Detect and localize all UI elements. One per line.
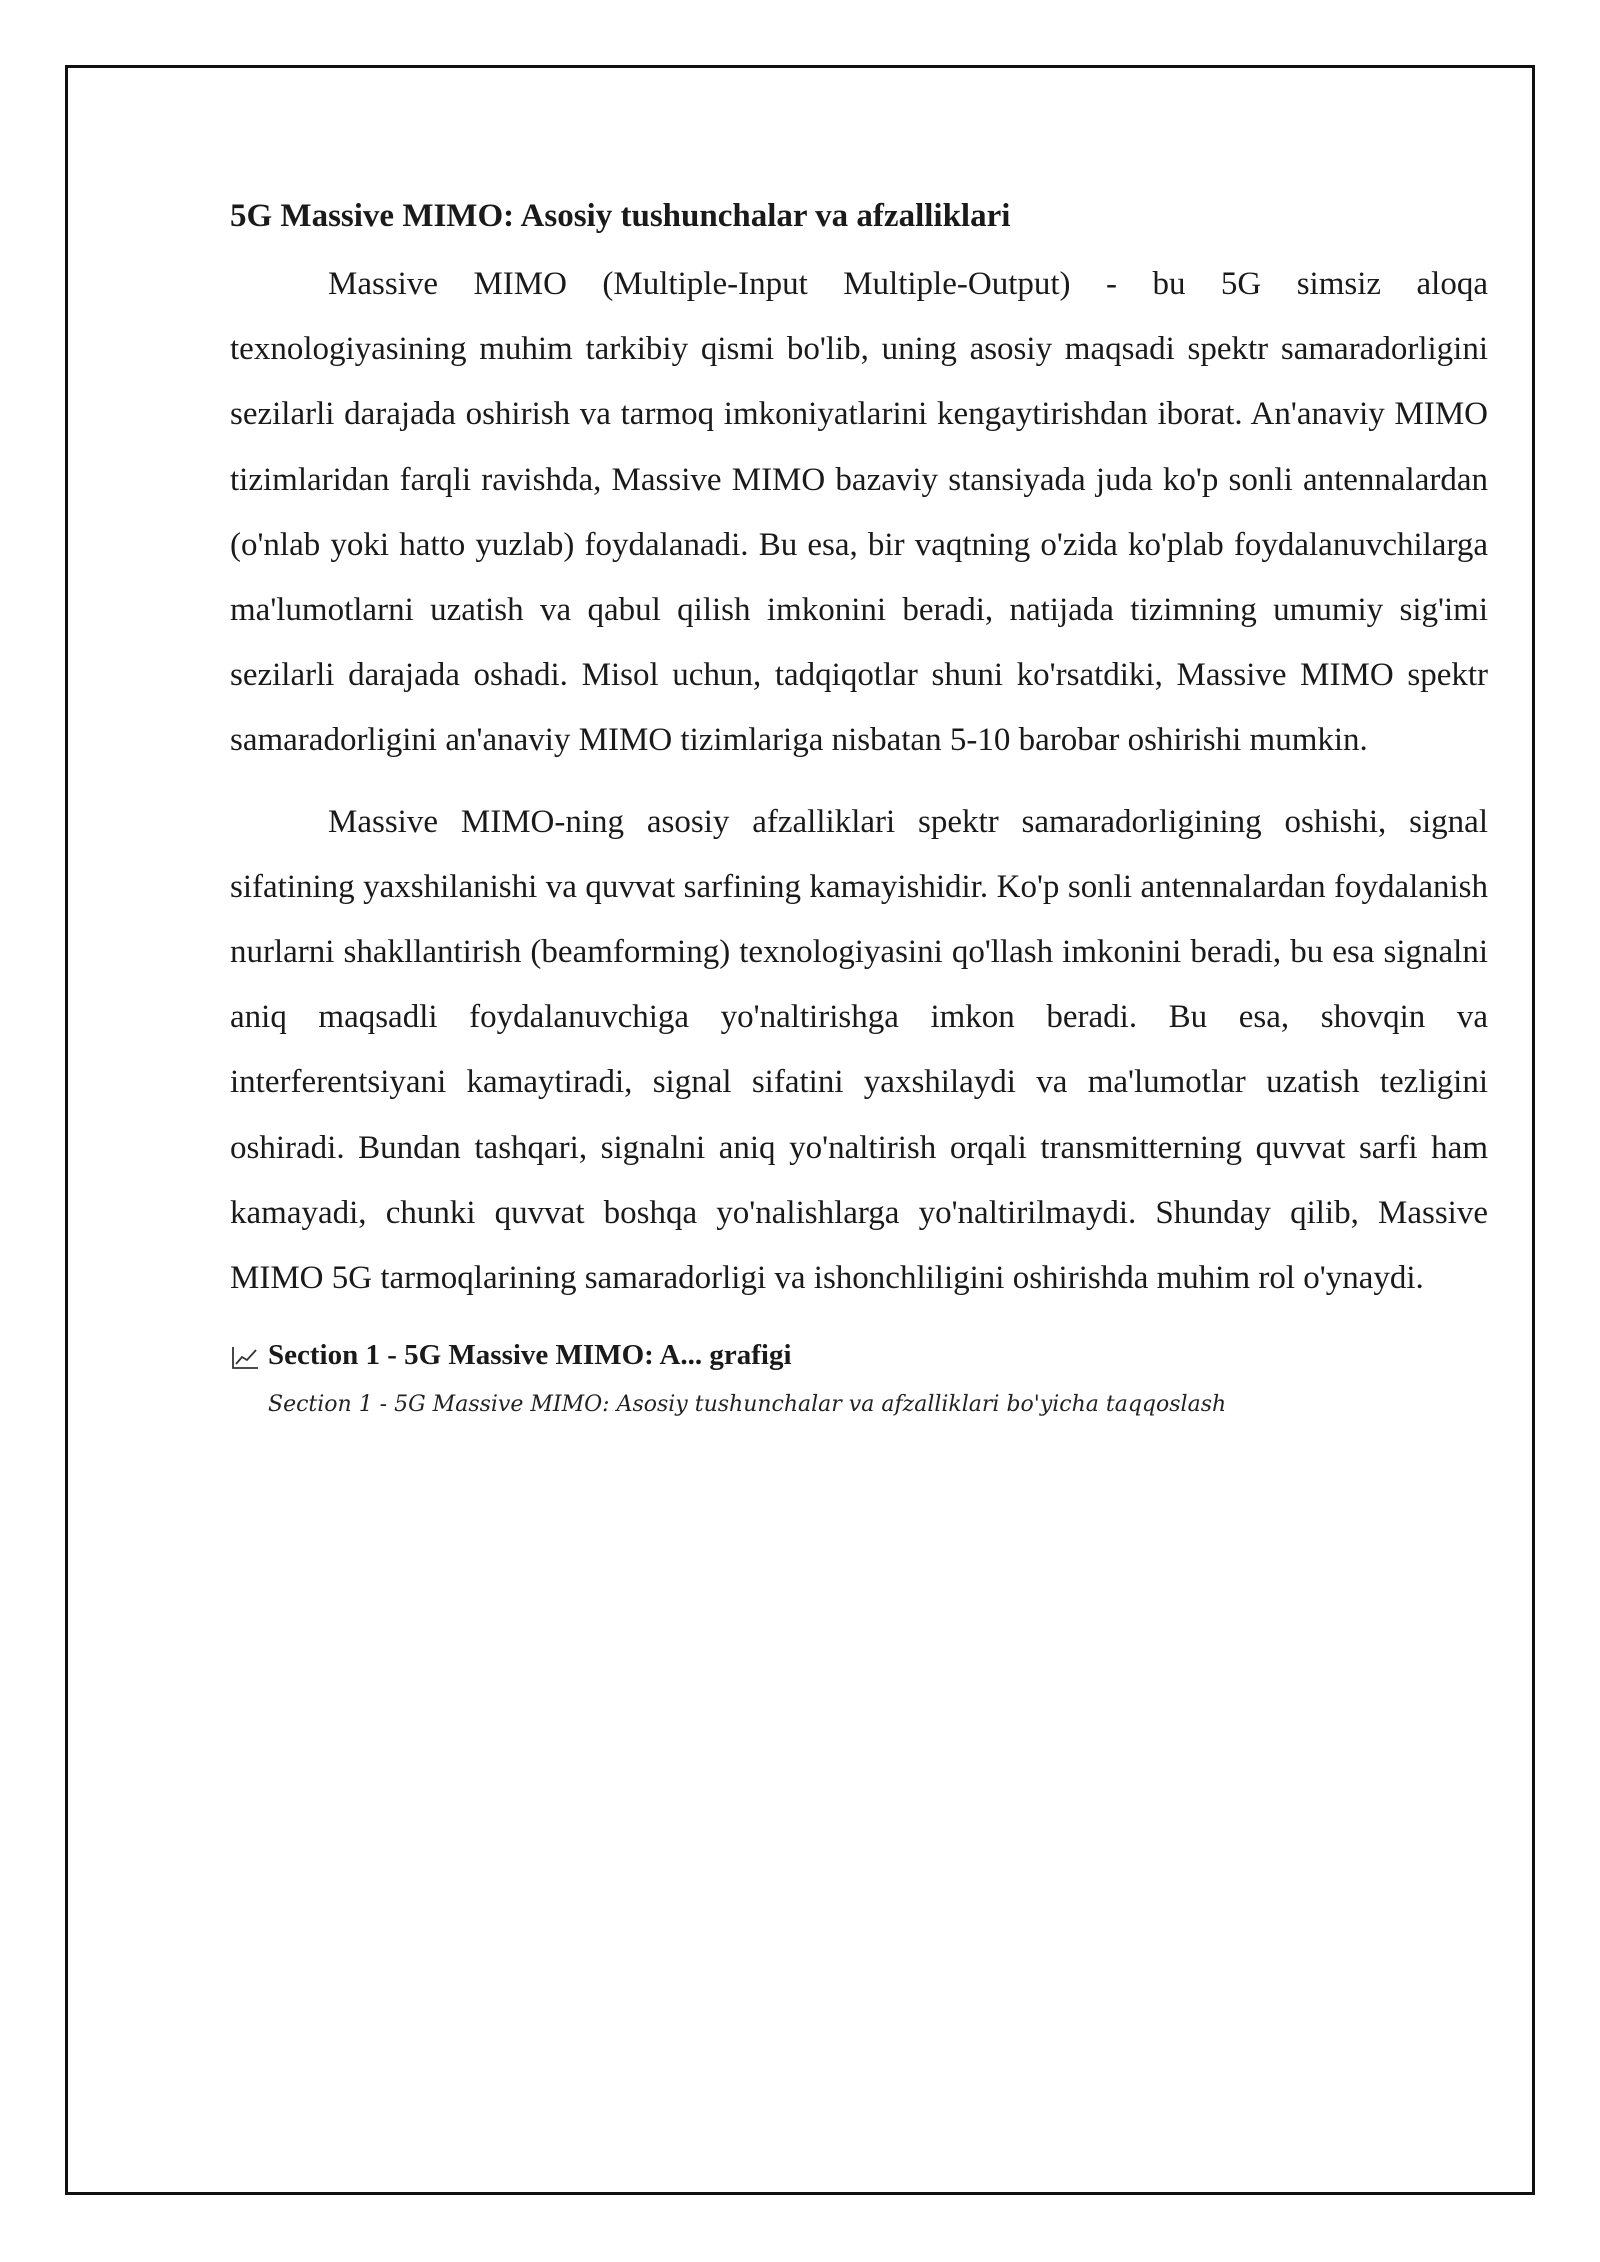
paragraph-1: Massive MIMO (Multiple-Input Multiple-Output) - bu 5G simsiz aloqa texnologiyasining muhim tarkibiy qismi bo'lib, uning asosiy maqsadi spektr samaradorligini sezilarli darajada oshirish va tarmoq imkoniyatlarini kengaytirishdan iborat. An'anaviy MIMO tizimlaridan farqli ravishda, Massive MIMO bazaviy stansiyada juda ko'p sonli antennalardan (o'nlab yoki hatto yuzlab) foydalanadi. Bu esa, bir vaqtning o'zida ko'plab foydalanuvchilarga ma'lumotlarni uzatish va qabul qilish imkonini beradi, natijada tizimning umumiy sig'imi sezilarli darajada oshadi. Misol uchun, tadqiqotlar shuni ko'rsatdiki, Massive MIMO spektr samaradorligini an'anaviy MIMO tizimlariga nisbatan 5-10 barobar oshirishi mumkin.: [230, 266, 1488, 759]
chart-heading-text: Section 1 - 5G Massive MIMO: A... grafigi: [268, 1339, 792, 1372]
paragraph-2: Massive MIMO-ning asosiy afzalliklari spektr samaradorligining oshishi, signal sifatining yaxshilanishi va quvvat sarfining kamayishidir. Ko'p sonli antennalardan foydalanish nurlarni shakllantirish (beamforming) texnologiyasini qo'llash imkonini beradi, bu esa signalni aniq maqsadli foydalanuvchiga yo'naltirishga imkon beradi. Bu esa, shovqin va interferentsiyani kamaytiradi, signal sifatini yaxshilaydi va ma'lumotlar uzatish tezligini oshiradi. Bundan tashqari, signalni aniq yo'naltirish orqali transmitterning quvvat sarfi ham kamayadi, chunki quvvat boshqa yo'nalishlarga yo'naltirilmaydi. Shunday qilib, Massive MIMO 5G tarmoqlarining samaradorligi va ishonchliligini oshirishda muhim rol o'ynaydi.: [230, 803, 1488, 1297]
document-body: [230, 196, 1488, 1421]
line-chart-icon: [230, 1342, 260, 1368]
chart-heading: [230, 1335, 1488, 1375]
chart-caption: Section 1 - 5G Massive MIMO: Asosiy tushunchalar va afzalliklari bo'yicha taqqoslash: [268, 1392, 1227, 1418]
chart-section: [230, 1335, 1488, 1421]
document-title: 5G Massive MIMO: Asosiy tushunchalar va afzalliklari: [230, 198, 1011, 234]
